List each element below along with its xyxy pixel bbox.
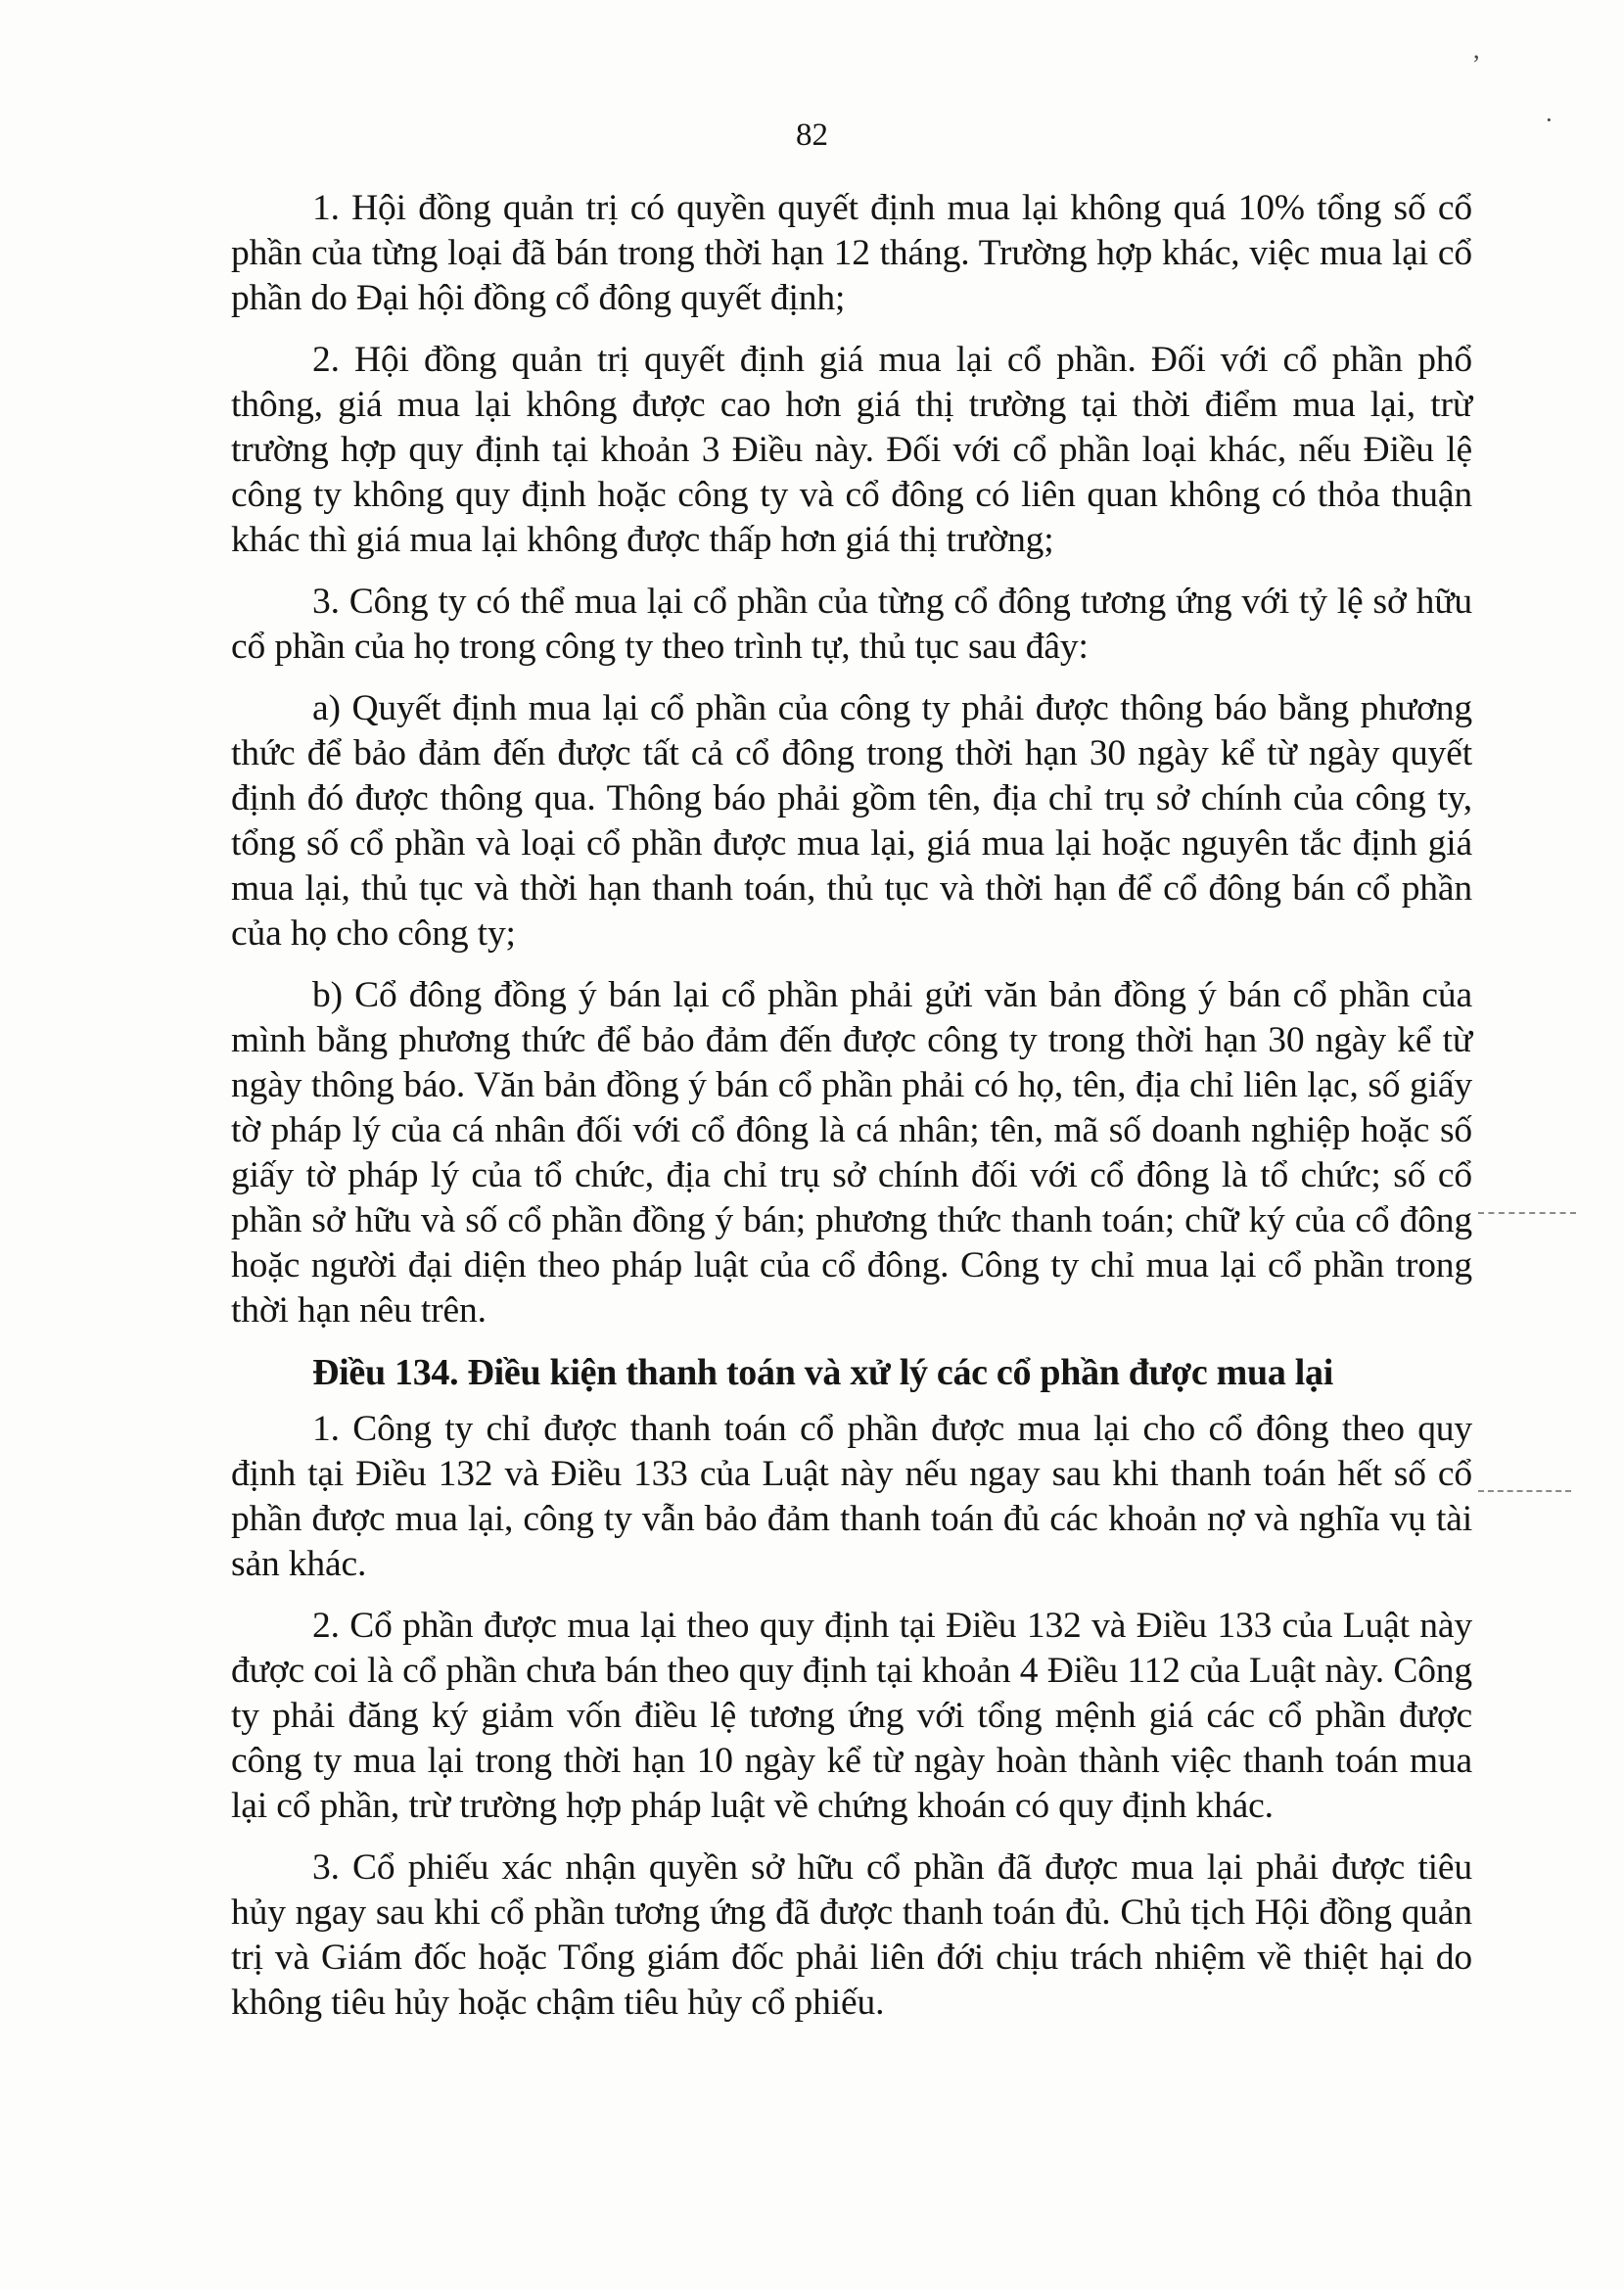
article-134-clause-1: 1. Công ty chỉ được thanh toán cổ phần được mua lại cho cổ đông theo quy định tại Điều 132 và Điều 133 của Luật này nếu ngay sau khi thanh toán hết số cổ phần được mua lại, công ty vẫn bảo đảm thanh toán đủ các khoản nợ và nghĩa vụ tài sản khác. <box>231 1409 1472 1584</box>
article-134-heading: Điều 134. Điều kiện thanh toán và xử lý các cổ phần được mua lại <box>312 1352 1333 1393</box>
article-134-clause-3: 3. Cổ phiếu xác nhận quyền sở hữu cổ phần đã được mua lại phải được tiêu hủy ngay sau khi cổ phần tương ứng đã được thanh toán đủ. Chủ tịch Hội đồng quản trị và Giám đốc hoặc Tổng giám đốc phải liên đới chịu trách nhiệm về thiệt hại do không tiêu hủy hoặc chậm tiêu hủy cổ phiếu. <box>231 1847 1472 2023</box>
document-body <box>231 186 1472 2042</box>
scan-speck: , <box>1473 35 1480 64</box>
scan-dash-mark <box>1478 1490 1571 1492</box>
page-number: 82 <box>796 117 828 153</box>
scan-dash-mark <box>1478 1212 1576 1214</box>
scan-speck: · <box>1545 106 1554 134</box>
clause-3: 3. Công ty có thể mua lại cổ phần của từng cổ đông tương ứng với tỷ lệ sở hữu cổ phần của họ trong công ty theo trình tự, thủ tục sau đây: <box>231 582 1472 667</box>
clause-1: 1. Hội đồng quản trị có quyền quyết định mua lại không quá 10% tổng số cổ phần của từng loại đã bán trong thời hạn 12 tháng. Trường hợp khác, việc mua lại cổ phần do Đại hội đồng cổ đông quyết định; <box>231 188 1472 318</box>
article-134-clause-2: 2. Cổ phần được mua lại theo quy định tại Điều 132 và Điều 133 của Luật này được coi là cổ phần chưa bán theo quy định tại khoản 4 Điều 112 của Luật này. Công ty phải đăng ký giảm vốn điều lệ tương ứng với tổng mệnh giá các cổ phần được công ty mua lại trong thời hạn 10 ngày kể từ ngày hoàn thành việc thanh toán mua lại cổ phần, trừ trường hợp pháp luật về chứng khoán có quy định khác. <box>231 1606 1472 1826</box>
clause-2: 2. Hội đồng quản trị quyết định giá mua lại cổ phần. Đối với cổ phần phổ thông, giá mua lại không được cao hơn giá thị trường tại thời điểm mua lại, trừ trường hợp quy định tại khoản 3 Điều này. Đối với cổ phần loại khác, nếu Điều lệ công ty không quy định hoặc công ty và cổ đông có liên quan không có thỏa thuận khác thì giá mua lại không được thấp hơn giá thị trường; <box>231 340 1472 560</box>
clause-3a: a) Quyết định mua lại cổ phần của công ty phải được thông báo bằng phương thức để bảo đảm đến được tất cả cổ đông trong thời hạn 30 ngày kể từ ngày quyết định đó được thông qua. Thông báo phải gồm tên, địa chỉ trụ sở chính của công ty, tổng số cổ phần và loại cổ phần được mua lại, giá mua lại hoặc nguyên tắc định giá mua lại, thủ tục và thời hạn thanh toán, thủ tục và thời hạn để cổ đông bán cổ phần của họ cho công ty; <box>231 688 1472 954</box>
clause-3b: b) Cổ đông đồng ý bán lại cổ phần phải gửi văn bản đồng ý bán cổ phần của mình bằng phương thức để bảo đảm đến được công ty trong thời hạn 30 ngày kể từ ngày thông báo. Văn bản đồng ý bán cổ phần phải có họ, tên, địa chỉ liên lạc, số giấy tờ pháp lý của cá nhân đối với cổ đông là cá nhân; tên, mã số doanh nghiệp hoặc số giấy tờ pháp lý của tổ chức, địa chỉ trụ sở chính đối với cổ đông là tổ chức; số cổ phần sở hữu và số cổ phần đồng ý bán; phương thức thanh toán; chữ ký của cổ đông hoặc người đại diện theo pháp luật của cổ đông. Công ty chỉ mua lại cổ phần trong thời hạn nêu trên. <box>231 975 1472 1331</box>
